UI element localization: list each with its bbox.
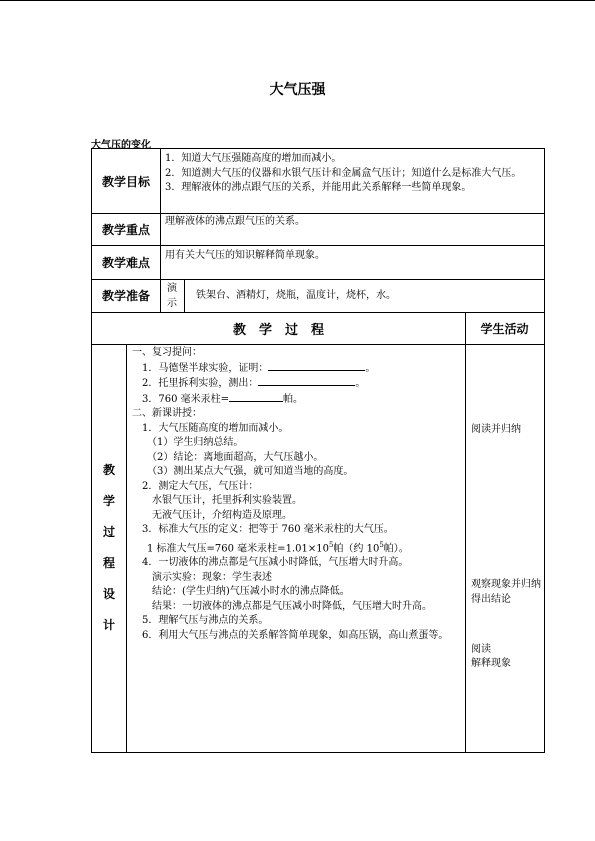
- top-rule: [0, 0, 595, 1]
- process-line: 2．托里拆利实验，测出： 。: [142, 378, 366, 389]
- page-title: 大气压强: [269, 82, 326, 98]
- process-line: 3．760 毫米汞柱= 帕。: [142, 393, 304, 405]
- process-line: 水银气压计，托里拆利实验装置。: [152, 495, 302, 506]
- focus-label: 教学重点: [101, 222, 150, 237]
- answer-blank: [258, 376, 355, 386]
- process-line: 2．测定大气压，气压计：: [142, 480, 259, 492]
- side-char: 学: [102, 494, 115, 508]
- process-line: （2）结论：离地面超高，大气压越小。: [147, 451, 324, 463]
- process-line: 1．马德堡半球实验，证明： 。: [142, 362, 376, 374]
- lesson-table: [91, 148, 545, 753]
- goal-item: 3．理解液体的沸点跟气压的关系，并能用此关系解释一些简单现象。: [165, 182, 472, 193]
- prep-label: 教学准备: [101, 289, 150, 303]
- col-divider: [184, 279, 185, 312]
- activity-header: 学生活动: [480, 321, 529, 336]
- difficulty-text: 用有关大气压的知识解释简单现象。: [165, 250, 325, 261]
- process-line: 5．理解气压与沸点的关系。: [142, 615, 269, 627]
- focus-text: 理解液体的沸点跟气压的关系。: [165, 216, 305, 227]
- process-line: 1 标准大气压=760 毫米汞柱$=1.01\times 10^5$帕（约 $10^5$帕）。: [147, 540, 409, 554]
- prep-text: 铁架台、酒精灯，烧瓶，温度计，烧杯，水。: [196, 290, 396, 301]
- activity-item: 解释现象: [471, 658, 511, 669]
- side-char: 程: [102, 556, 115, 570]
- answer-blank: [268, 361, 365, 371]
- prep-sub-label: [160, 281, 184, 311]
- process-line: 结论：(学生归纳)气压减小时水的沸点降低。: [152, 586, 350, 598]
- process-line: 1．大气压随高度的增加而减小。: [142, 422, 289, 434]
- process-line: 演示实验：现象：学生表述: [152, 571, 272, 583]
- col-divider: [465, 312, 466, 752]
- prep-sub-char: 演: [167, 283, 177, 294]
- side-char: 设: [102, 587, 115, 601]
- prep-sub-char: 示: [167, 298, 177, 309]
- process-line: 3．标准大气压的定义：把等于 760 毫米汞柱的大气压。: [142, 524, 394, 535]
- answer-blank: [229, 392, 283, 402]
- process-body: [132, 346, 458, 643]
- process-line: （3）测出某点大气强，就可知道当地的高度。: [147, 466, 354, 477]
- activity-item: 阅读: [471, 644, 491, 655]
- activity-item: 阅读并归纳: [471, 424, 521, 435]
- process-line: 结果：一切液体的沸点都是气压减小时降低，气压增大时升高。: [152, 600, 432, 612]
- difficulty-label: 教学难点: [101, 255, 150, 270]
- col-divider: [126, 344, 127, 752]
- activity-item: 观察现象并归纳得出结论: [471, 579, 541, 605]
- side-char: 教: [102, 463, 115, 477]
- process-header: 教 学 过 程: [232, 322, 324, 338]
- goal-label: 教学目标: [101, 174, 150, 189]
- side-char: 计: [102, 618, 115, 632]
- goal-content: [165, 152, 539, 196]
- goal-item: 1．知道大气压强随高度的增加而减小。: [165, 153, 342, 164]
- process-line: 二、新课讲授：: [132, 408, 202, 419]
- row-divider: [92, 344, 544, 345]
- process-line: 4．一切液体的沸点都是气压减小时降低，气压增大时升高。: [142, 557, 409, 569]
- side-char: 过: [102, 525, 115, 539]
- section-heading: 大气压的变化: [91, 140, 151, 151]
- process-line: 无液气压计，介绍构造及原理。: [152, 509, 292, 521]
- process-side-label: [92, 344, 126, 752]
- process-line: 一、复习提问：: [132, 347, 202, 358]
- goal-item: 2．知道测大气压的仪器和水银气压计和金属盒气压计；知道什么是标准大气压。: [165, 167, 522, 179]
- process-line: 6．利用大气压与沸点的关系解答简单现象，如高压锅，高山煮蛋等。: [142, 629, 449, 641]
- process-line: （1）学生归纳总结。: [147, 437, 244, 448]
